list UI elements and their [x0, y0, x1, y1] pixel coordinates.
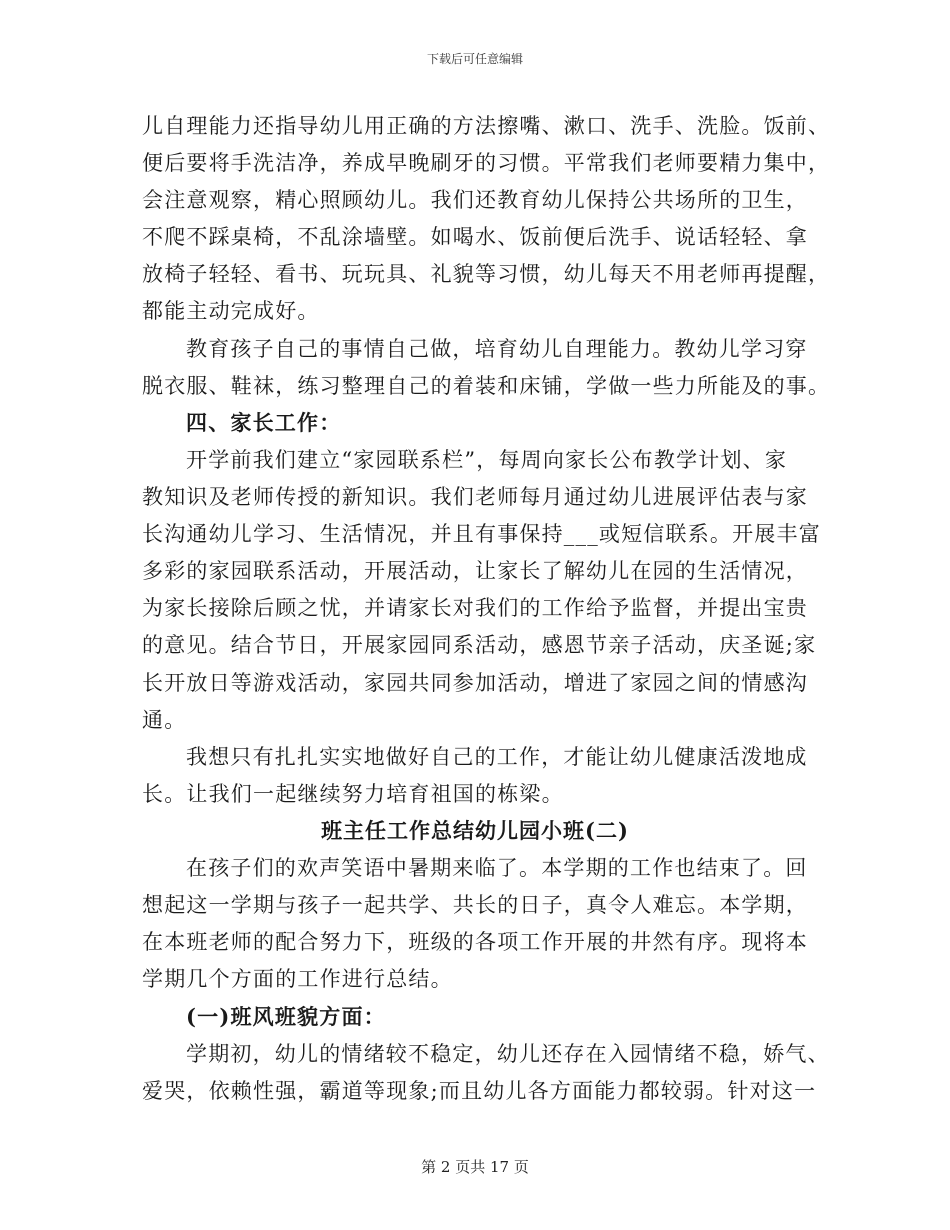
body-line: 通。	[142, 708, 187, 732]
body-line: 学期初，幼儿的情绪较不稳定，幼儿还存在入园情绪不稳，娇气、	[186, 1042, 830, 1066]
body-line: 会注意观察，精心照顾幼儿。我们还教育幼儿保持公共场所的卫生，	[142, 188, 808, 212]
body-line: 想起这一学期与孩子一起共学、共长的日子，真令人难忘。本学期，	[142, 893, 808, 917]
body-line: 学期几个方面的工作进行总结。	[142, 967, 453, 991]
body-line: 爱哭，依赖性强，霸道等现象;而且幼儿各方面能力都较弱。针对这一	[142, 1079, 817, 1103]
document-title: 班主任工作总结幼儿园小班(二)	[321, 818, 629, 843]
section-heading: 四、家长工作：	[186, 410, 342, 435]
body-line: 为家长接除后顾之忧，并请家长对我们的工作给予监督，并提出宝贵	[142, 596, 808, 620]
body-line: 都能主动完成好。	[142, 299, 320, 323]
page-number: 第 2 页共 17 页	[421, 1158, 529, 1176]
body-line: 教育孩子自己的事情自己做，培育幼儿自理能力。教幼儿学习穿	[186, 337, 808, 361]
body-line: 多彩的家园联系活动，开展活动，让家长了解幼儿在园的生活情况，	[142, 559, 808, 583]
body-line: 不爬不踩桌椅，不乱涂墙壁。如喝水、饭前便后洗手、说话轻轻、拿	[142, 225, 808, 249]
section-heading: (一)班风班貌方面：	[186, 1004, 386, 1029]
body-line: 长开放日等游戏活动，家园共同参加活动，增进了家园之间的情感沟	[142, 671, 808, 695]
body-line: 我想只有扎扎实实地做好自己的工作，才能让幼儿健康活泼地成	[186, 745, 808, 769]
body-line: 在本班老师的配合努力下，班级的各项工作开展的井然有序。现将本	[142, 930, 808, 954]
body-line: 放椅子轻轻、看书、玩玩具、礼貌等习惯，幼儿每天不用老师再提醒，	[142, 262, 831, 286]
body-line: 教知识及老师传授的新知识。我们老师每月通过幼儿进展评估表与家	[142, 485, 808, 509]
body-line: 儿自理能力还指导幼儿用正确的方法擦嘴、漱口、洗手、洗脸。饭前、	[142, 114, 831, 138]
body-line: 在孩子们的欢声笑语中暑期来临了。本学期的工作也结束了。回	[186, 856, 808, 880]
body-line: 长沟通幼儿学习、生活情况，并且有事保持___或短信联系。开展丰富	[142, 522, 821, 546]
body-line: 的意见。结合节日，开展家园同系活动，感恩节亲子活动，庆圣诞;家	[142, 633, 817, 657]
page-header: 下载后可任意编辑	[426, 52, 523, 66]
body-line: 长。让我们一起继续努力培育祖国的栋梁。	[142, 782, 564, 806]
body-line: 脱衣服、鞋袜，练习整理自己的着装和床铺，学做一些力所能及的事。	[142, 374, 831, 398]
body-line: 开学前我们建立“家园联系栏”，每周向家长公布教学计划、家	[186, 448, 788, 472]
body-line: 便后要将手洗洁净，养成早晚刷牙的习惯。平常我们老师要精力集中，	[142, 151, 831, 175]
